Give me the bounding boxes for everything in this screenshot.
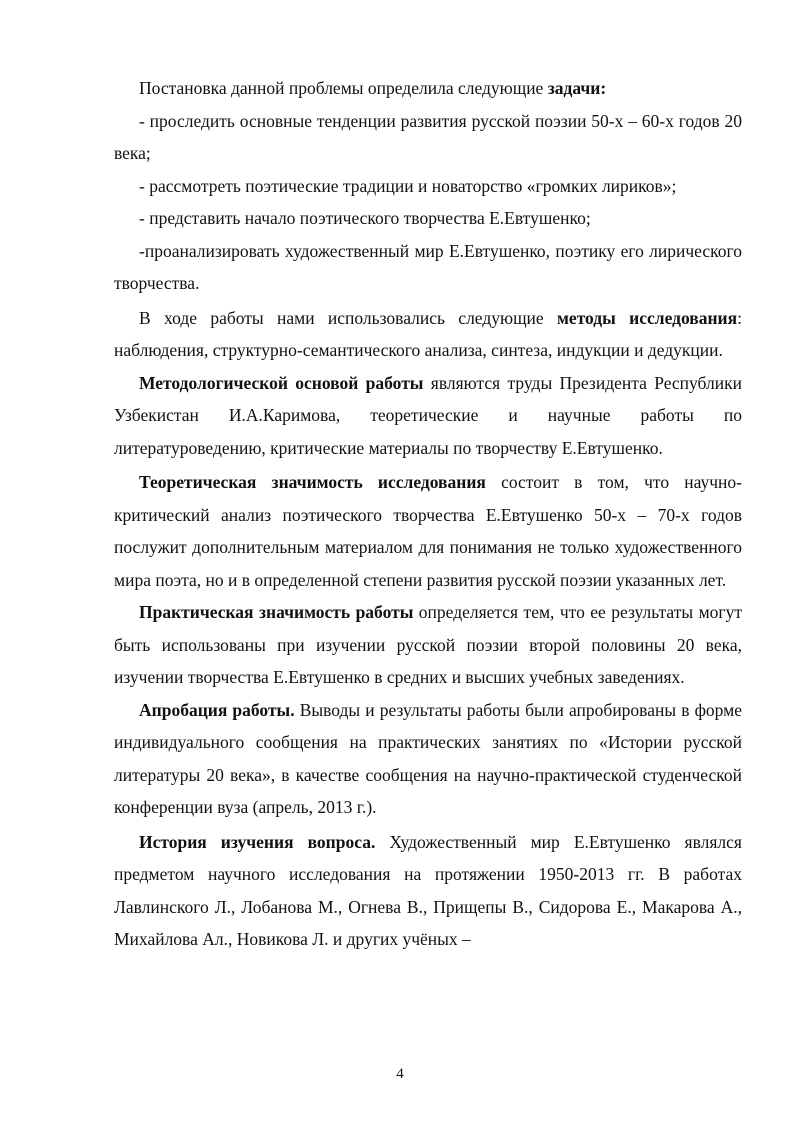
bold-term-methodological-basis: Методологической основой работы (139, 372, 424, 393)
paragraph-task-2: - рассмотреть поэтические традиции и новаторство «громких лириков»; (139, 175, 677, 196)
paragraph-task-1: - проследить основные тенденции развития русской поэзии 50-х – 60-х годов 20 века; (114, 110, 742, 163)
paragraph-task-4: -проанализировать художественный мир Е.Евтушенко, поэтику его лирического творчества. (114, 240, 742, 293)
paragraph-methodological-basis: Методологической основой работы являются труды Президента Республики Узбекистан И.А.Каримова, теоретические и научные работы по литературоведению, критические материалы по творчеству Е.Евтушенко. (114, 372, 742, 458)
body-text (114, 72, 742, 956)
paragraph-tasks-intro: Постановка данной проблемы определила следующие задачи: (139, 78, 607, 98)
page-number: 4 (396, 1066, 404, 1082)
paragraph-methods: В ходе работы нами использовались следующие методы исследования: наблюдения, структурно-семантического анализа, синтеза, индукции и дедукции. (114, 307, 742, 360)
paragraph-practical-significance: Практическая значимость работы определяется тем, что ее результаты могут быть использованы при изучении русской поэзии второй половины 20 века, изучении творчества Е.Евтушенко в средних и высших учебных заведениях. (114, 602, 742, 687)
bold-term-tasks: задачи: (547, 78, 607, 98)
paragraph-task-3: - представить начало поэтического творчества Е.Евтушенко; (139, 208, 591, 228)
bold-term-theoretical-significance: Теоретическая значимость исследования (139, 472, 486, 492)
paragraph-research-history: История изучения вопроса. Художественный мир Е.Евтушенко являлся предметом научного исследования на протяжении 1950-2013 гг. В работах Лавлинского Л., Лобанова М., Огнева В., Прищепы В., Сидорова Е., Макарова А., Михайлова Ал., Новикова Л. и других учёных – (114, 831, 742, 949)
paragraph-theoretical-significance: Теоретическая значимость исследования состоит в том, что научно-критический анализ поэтического творчества Е.Евтушенко 50-х – 70-х годов послужит дополнительным материалом для понимания не только художественного мира поэта, но и в определенной степени развития русской поэзии указанных лет. (114, 472, 742, 590)
bold-term-methods: методы исследования (557, 307, 738, 328)
paragraph-approbation: Апробация работы. Выводы и результаты работы были апробированы в форме индивидуального сообщения на практических занятиях по «Истории русской литературы 20 века», в качестве сообщения на научно-практической студенческой конференции вуза (апрель, 2013 г.). (114, 699, 742, 817)
bold-term-research-history: История изучения вопроса. (139, 831, 376, 852)
bold-term-approbation: Апробация работы. (139, 699, 295, 720)
bold-term-practical-significance: Практическая значимость работы (139, 602, 414, 622)
